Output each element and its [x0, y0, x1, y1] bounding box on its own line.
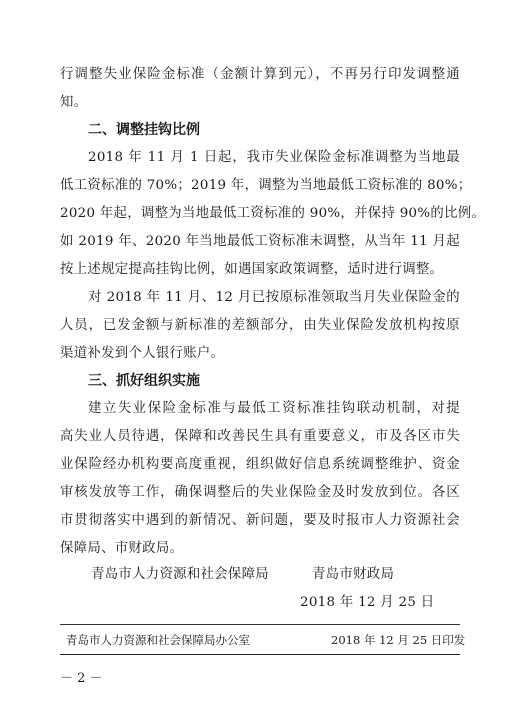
body-line: 行调整失业保险金标准（金额计算到元），不再另行印发调整通: [60, 67, 460, 82]
body-line: 高失业人员待遇，保障和改善民生具有重要意义，市及各区市失: [60, 429, 460, 444]
body-line: 市贯彻落实中遇到的新情况、新问题，要及时报市人力资源社会: [60, 513, 460, 528]
signature-org-hrss: 青岛市人力资源和社会保障局: [91, 567, 269, 582]
body-line: 人员，已发金额与新标准的差额部分，由失业保险发放机构按原: [60, 318, 460, 333]
signature-org-finance: 青岛市财政局: [312, 567, 395, 582]
footer-rule-bottom: [60, 654, 460, 655]
body-line: 如 2019 年、2020 年当地最低工资标准未调整，从当年 11 月起: [60, 234, 460, 249]
footer-print-date: 2018 年 12 月 25 日印发: [331, 633, 466, 647]
body-line: 按上述规定提高挂钩比例，如遇国家政策调整，适时进行调整。: [60, 262, 444, 277]
section-heading: 二、调整挂钩比例: [88, 122, 200, 138]
body-line: 低工资标准的 70%；2019 年，调整为当地最低工资标准的 80%；: [60, 178, 472, 193]
body-line: 建立失业保险金标准与最低工资标准挂钩联动机制，对提: [88, 401, 460, 416]
footer-issuer: 青岛市人力资源和社会保障局办公室: [66, 633, 250, 647]
body-line: 业保险经办机构要高度重视，组织做好信息系统调整维护、资金: [60, 457, 460, 472]
footer-rule-top: [60, 624, 460, 625]
body-line: 知。: [60, 95, 88, 110]
body-line: 保障局、市财政局。: [60, 541, 184, 556]
body-line: 渠道补发到个人银行账户。: [60, 346, 225, 361]
body-line: 2020 年起，调整为当地最低工资标准的 90%，并保持 90%的比例。: [60, 206, 486, 221]
signature-date: 2018 年 12 月 25 日: [300, 595, 435, 610]
page-number: － 2 －: [60, 671, 103, 686]
body-line: 对 2018 年 11 月、12 月已按原标准领取当月失业保险金的: [88, 290, 460, 305]
body-line: 2018 年 11 月 1 日起，我市失业保险金标准调整为当地最: [88, 150, 460, 165]
section-heading: 三、抓好组织实施: [88, 373, 200, 389]
body-line: 审核发放等工作，确保调整后的失业保险金及时发放到位。各区: [60, 485, 460, 500]
